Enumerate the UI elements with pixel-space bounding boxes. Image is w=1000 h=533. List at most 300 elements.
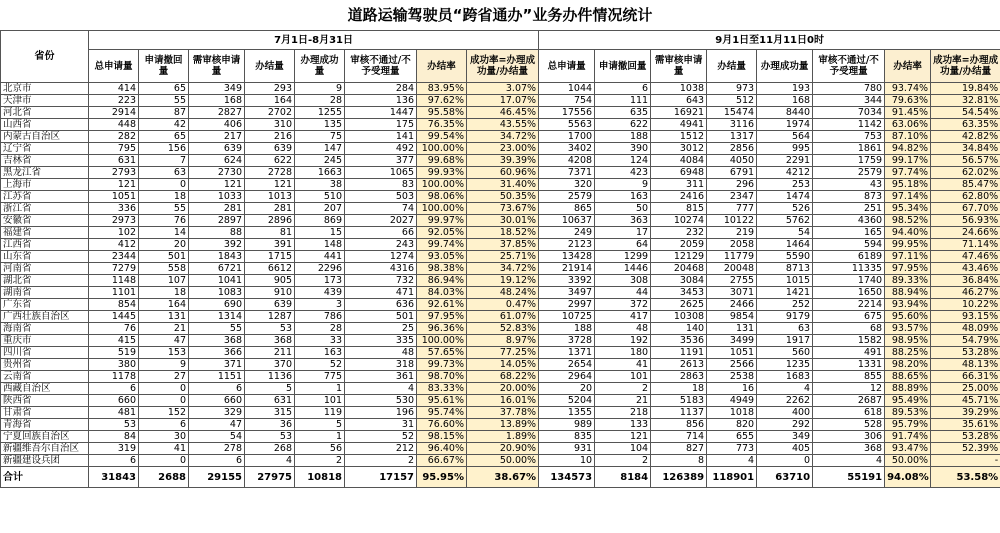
table-cell: 30.01% — [467, 215, 539, 227]
table-cell: 1178 — [89, 371, 139, 383]
table-cell: 308 — [595, 275, 651, 287]
table-cell: 63.35% — [931, 119, 1000, 131]
table-cell: 0.47% — [467, 299, 539, 311]
table-cell: 2347 — [707, 191, 757, 203]
table-cell: 1018 — [707, 407, 757, 419]
table-cell: 16 — [707, 383, 757, 395]
table-cell: 173 — [295, 275, 345, 287]
table-cell: 371 — [189, 359, 245, 371]
table-row — [1, 419, 1000, 431]
table-cell: 95.60% — [885, 311, 931, 323]
table-cell: 1299 — [595, 251, 651, 263]
table-cell: 52.39% — [931, 443, 1000, 455]
table-cell: 53.58% — [931, 467, 1000, 488]
table-cell: 624 — [189, 155, 245, 167]
table-cell: 0 — [757, 455, 813, 467]
table-cell: 631 — [89, 155, 139, 167]
table-cell: 131 — [707, 323, 757, 335]
table-cell: 5 — [295, 419, 345, 431]
table-cell: 94.08% — [885, 467, 931, 488]
table-cell: 74 — [345, 203, 417, 215]
table-cell: 62.80% — [931, 191, 1000, 203]
table-cell: 3497 — [539, 287, 595, 299]
table-cell: 6791 — [707, 167, 757, 179]
table-cell: 196 — [345, 407, 417, 419]
table-cell: 8440 — [757, 107, 813, 119]
table-cell: 2059 — [651, 239, 707, 251]
table-cell: 95.58% — [417, 107, 467, 119]
table-cell: 188 — [539, 323, 595, 335]
table-cell: 10 — [539, 455, 595, 467]
table-cell: 564 — [757, 131, 813, 143]
table-cell: 2262 — [757, 395, 813, 407]
province-cell: 江西省 — [1, 239, 89, 251]
table-cell: 95.79% — [885, 419, 931, 431]
table-cell: 98.15% — [417, 431, 467, 443]
table-cell: 6 — [595, 83, 651, 95]
table-cell: 124 — [595, 155, 651, 167]
table-cell: 5762 — [757, 215, 813, 227]
table-cell: 93.05% — [417, 251, 467, 263]
table-cell: 96.40% — [417, 443, 467, 455]
table-cell: 3116 — [707, 119, 757, 131]
table-row — [1, 251, 1000, 263]
table-cell: 278 — [189, 443, 245, 455]
province-cell: 安徽省 — [1, 215, 89, 227]
table-cell: 377 — [345, 155, 417, 167]
table-cell: 34.72% — [467, 131, 539, 143]
table-cell: 344 — [813, 95, 885, 107]
table-cell: 111 — [595, 95, 651, 107]
column-header: 办理成功量 — [295, 50, 345, 83]
table-cell: 1314 — [189, 311, 245, 323]
table-cell: 732 — [345, 275, 417, 287]
table-cell: 76.35% — [417, 119, 467, 131]
table-cell: 406 — [189, 119, 245, 131]
table-cell: 223 — [89, 95, 139, 107]
province-cell: 北京市 — [1, 83, 89, 95]
province-cell: 陕西省 — [1, 395, 89, 407]
table-cell: 1191 — [651, 347, 707, 359]
table-cell: 1683 — [757, 371, 813, 383]
table-cell: 366 — [189, 347, 245, 359]
province-cell: 青海省 — [1, 419, 89, 431]
table-cell: 319 — [89, 443, 139, 455]
table-cell: 46.27% — [931, 287, 1000, 299]
table-cell: 48 — [595, 323, 651, 335]
table-cell: 284 — [345, 83, 417, 95]
table-cell: 4 — [345, 383, 417, 395]
table-cell: 3084 — [651, 275, 707, 287]
table-cell: 1065 — [345, 167, 417, 179]
table-cell: 66 — [345, 227, 417, 239]
table-cell: 1.89% — [467, 431, 539, 443]
table-cell: 775 — [295, 371, 345, 383]
column-header: 审核不通过/不予受理量 — [345, 50, 417, 83]
table-cell: 52 — [345, 431, 417, 443]
table-cell: 100.00% — [417, 143, 467, 155]
province-cell: 黑龙江省 — [1, 167, 89, 179]
table-cell: 1083 — [189, 287, 245, 299]
table-cell: 37.85% — [467, 239, 539, 251]
table-cell: 1255 — [295, 107, 345, 119]
table-cell: 21914 — [539, 263, 595, 275]
table-cell: 391 — [245, 239, 295, 251]
table-cell: 2 — [595, 455, 651, 467]
table-cell: 3392 — [539, 275, 595, 287]
table-cell: 3728 — [539, 335, 595, 347]
table-cell: 1 — [295, 431, 345, 443]
table-cell: 17.07% — [467, 95, 539, 107]
table-cell: 97.95% — [885, 263, 931, 275]
table-cell: 66.31% — [931, 371, 1000, 383]
table-cell: 56.93% — [931, 215, 1000, 227]
table-cell: 1663 — [295, 167, 345, 179]
table-cell: 306 — [813, 431, 885, 443]
table-cell: 2687 — [813, 395, 885, 407]
table-cell: 88.65% — [885, 371, 931, 383]
table-cell: 60.96% — [467, 167, 539, 179]
column-header: 办结率 — [885, 50, 931, 83]
table-cell: 136 — [345, 95, 417, 107]
province-cell: 新疆建设兵团 — [1, 455, 89, 467]
table-cell: 165 — [813, 227, 885, 239]
table-cell: 133 — [595, 419, 651, 431]
table-row — [1, 299, 1000, 311]
table-cell: 423 — [595, 167, 651, 179]
table-cell: 68 — [813, 323, 885, 335]
table-cell: 10637 — [539, 215, 595, 227]
table-row — [1, 335, 1000, 347]
table-cell: 18 — [139, 287, 189, 299]
table-cell: 1843 — [189, 251, 245, 263]
table-cell: 675 — [813, 311, 885, 323]
table-cell: 83.95% — [417, 83, 467, 95]
table-cell: 6 — [89, 455, 139, 467]
table-cell: 20468 — [651, 263, 707, 275]
table-cell: 89.53% — [885, 407, 931, 419]
table-cell: 1474 — [757, 191, 813, 203]
province-cell: 天津市 — [1, 95, 89, 107]
table-cell: 2755 — [707, 275, 757, 287]
table-cell: 4949 — [707, 395, 757, 407]
table-cell: 28 — [295, 323, 345, 335]
column-header: 总申请量 — [89, 50, 139, 83]
column-header: 申请撤回量 — [595, 50, 651, 83]
table-cell: 101 — [595, 371, 651, 383]
table-cell: 293 — [245, 83, 295, 95]
table-cell: 336 — [89, 203, 139, 215]
table-cell: 17 — [595, 227, 651, 239]
table-cell: 41 — [139, 443, 189, 455]
table-cell: 94.40% — [885, 227, 931, 239]
table-cell: 107 — [139, 275, 189, 287]
table-row — [1, 431, 1000, 443]
table-cell: 1137 — [651, 407, 707, 419]
table-cell: 119 — [295, 407, 345, 419]
table-cell: 9179 — [757, 311, 813, 323]
province-cell: 上海市 — [1, 179, 89, 191]
table-cell: 4212 — [757, 167, 813, 179]
table-cell: 88.89% — [885, 383, 931, 395]
table-cell: 15 — [295, 227, 345, 239]
province-cell: 甘肃省 — [1, 407, 89, 419]
province-cell: 河南省 — [1, 263, 89, 275]
table-cell: 11335 — [813, 263, 885, 275]
table-cell: 856 — [651, 419, 707, 431]
table-cell: 2466 — [707, 299, 757, 311]
table-cell: 100.00% — [417, 179, 467, 191]
table-cell: 5563 — [539, 119, 595, 131]
table-cell: 38 — [295, 179, 345, 191]
table-cell: 62.02% — [931, 167, 1000, 179]
table-row — [1, 347, 1000, 359]
table-cell: 2566 — [707, 359, 757, 371]
table-cell: 43.55% — [467, 119, 539, 131]
table-cell: 232 — [651, 227, 707, 239]
table-cell: 2416 — [651, 191, 707, 203]
table-cell: 47 — [139, 335, 189, 347]
table-cell: 96.36% — [417, 323, 467, 335]
table-cell: 73.67% — [467, 203, 539, 215]
table-cell: 92.61% — [417, 299, 467, 311]
table-cell: 98.70% — [417, 371, 467, 383]
table-cell: 102 — [89, 227, 139, 239]
table-cell: 631 — [245, 395, 295, 407]
table-cell: 6 — [189, 383, 245, 395]
table-cell: 1421 — [757, 287, 813, 299]
province-cell: 浙江省 — [1, 203, 89, 215]
table-cell: 1287 — [245, 311, 295, 323]
table-cell: 55 — [139, 203, 189, 215]
table-cell: 780 — [813, 83, 885, 95]
table-cell: 995 — [757, 143, 813, 155]
table-cell: 471 — [345, 287, 417, 299]
table-cell: 372 — [595, 299, 651, 311]
table-cell: 54.79% — [931, 335, 1000, 347]
table-row — [1, 203, 1000, 215]
table-cell: 6721 — [189, 263, 245, 275]
table-cell: 1447 — [345, 107, 417, 119]
table-cell: 63 — [757, 323, 813, 335]
table-cell: 0 — [139, 455, 189, 467]
table-cell: 4208 — [539, 155, 595, 167]
table-cell: 9 — [295, 83, 345, 95]
province-cell: 宁夏回族自治区 — [1, 431, 89, 443]
province-cell: 吉林省 — [1, 155, 89, 167]
table-cell: 2793 — [89, 167, 139, 179]
table-cell: 4316 — [345, 263, 417, 275]
table-cell: 869 — [295, 215, 345, 227]
table-cell: 83 — [345, 179, 417, 191]
table-cell: 905 — [245, 275, 295, 287]
table-cell: 245 — [295, 155, 345, 167]
table-cell: 92.05% — [417, 227, 467, 239]
table-cell: 63 — [139, 167, 189, 179]
table-cell: 211 — [245, 347, 295, 359]
table-row — [1, 215, 1000, 227]
province-cell: 云南省 — [1, 371, 89, 383]
table-row — [1, 131, 1000, 143]
table-cell: 243 — [345, 239, 417, 251]
table-cell: 89.33% — [885, 275, 931, 287]
table-cell: 296 — [707, 179, 757, 191]
table-cell: 84 — [89, 431, 139, 443]
table-row — [1, 407, 1000, 419]
table-cell: 28 — [295, 95, 345, 107]
table-cell: 19.84% — [931, 83, 1000, 95]
table-cell: 14.05% — [467, 359, 539, 371]
table-cell: 99.95% — [885, 239, 931, 251]
table-cell: 98.52% — [885, 215, 931, 227]
table-cell: 415 — [89, 335, 139, 347]
table-cell: 2214 — [813, 299, 885, 311]
table-cell: 405 — [757, 443, 813, 455]
table-cell: 98.95% — [885, 335, 931, 347]
table-cell: 218 — [595, 407, 651, 419]
table-cell: 68.22% — [467, 371, 539, 383]
table-cell: 690 — [189, 299, 245, 311]
table-cell: 1033 — [189, 191, 245, 203]
table-cell: 135 — [295, 119, 345, 131]
table-cell: 491 — [813, 347, 885, 359]
table-cell: 335 — [345, 335, 417, 347]
table-cell: 79.63% — [885, 95, 931, 107]
table-cell: 349 — [757, 431, 813, 443]
table-cell: 86.94% — [417, 275, 467, 287]
table-cell: 390 — [595, 143, 651, 155]
table-cell: 2728 — [245, 167, 295, 179]
table-row — [1, 275, 1000, 287]
table-cell: 1445 — [89, 311, 139, 323]
table-cell: 282 — [89, 131, 139, 143]
table-cell: 99.54% — [417, 131, 467, 143]
table-cell: 639 — [245, 299, 295, 311]
table-cell: 1051 — [707, 347, 757, 359]
table-cell: 0 — [139, 179, 189, 191]
table-cell: 6612 — [245, 263, 295, 275]
table-cell: 4084 — [651, 155, 707, 167]
table-cell: 10.22% — [931, 299, 1000, 311]
table-cell: 99.17% — [885, 155, 931, 167]
table-cell: 83.33% — [417, 383, 467, 395]
table-cell: 3499 — [707, 335, 757, 347]
table-cell: 865 — [539, 203, 595, 215]
table-cell: 134573 — [539, 467, 595, 488]
table-cell: 21 — [595, 395, 651, 407]
table-cell: 32.81% — [931, 95, 1000, 107]
table-cell: 3071 — [707, 287, 757, 299]
table-cell: 1464 — [757, 239, 813, 251]
table-cell: 2 — [595, 383, 651, 395]
table-cell: 95.61% — [417, 395, 467, 407]
table-cell: 63710 — [757, 467, 813, 488]
table-cell: 65 — [139, 131, 189, 143]
table-cell: 47 — [189, 419, 245, 431]
table-cell: 528 — [813, 419, 885, 431]
table-cell: 417 — [595, 311, 651, 323]
table-cell: 2827 — [189, 107, 245, 119]
table-cell: 0 — [139, 395, 189, 407]
table-cell: 56.57% — [931, 155, 1000, 167]
table-cell: 643 — [651, 95, 707, 107]
table-cell: 311 — [651, 179, 707, 191]
table-cell: 370 — [245, 359, 295, 371]
column-header: 办结量 — [245, 50, 295, 83]
table-cell: 207 — [295, 203, 345, 215]
table-cell: 361 — [345, 371, 417, 383]
table-cell: 216 — [245, 131, 295, 143]
table-cell: 815 — [651, 203, 707, 215]
table-cell: 100.00% — [417, 335, 467, 347]
table-cell: 8184 — [595, 467, 651, 488]
table-cell: 95.34% — [885, 203, 931, 215]
province-cell: 西藏自治区 — [1, 383, 89, 395]
table-cell: 163 — [295, 347, 345, 359]
table-row — [1, 83, 1000, 95]
table-cell: 192 — [595, 335, 651, 347]
table-cell: 164 — [245, 95, 295, 107]
table-cell: 855 — [813, 371, 885, 383]
table-cell: 412 — [89, 239, 139, 251]
table-row — [1, 395, 1000, 407]
table-cell: 392 — [189, 239, 245, 251]
table-cell: 54 — [757, 227, 813, 239]
table-cell: 43 — [813, 179, 885, 191]
table-cell: 118901 — [707, 467, 757, 488]
table-cell: 1044 — [539, 83, 595, 95]
table-cell: 4050 — [707, 155, 757, 167]
table-cell: 131 — [139, 311, 189, 323]
table-cell: 50.00% — [885, 455, 931, 467]
table-cell: 121 — [89, 179, 139, 191]
table-cell: 1974 — [757, 119, 813, 131]
table-cell: 492 — [345, 143, 417, 155]
table-cell: 4360 — [813, 215, 885, 227]
table-cell: 320 — [539, 179, 595, 191]
province-cell: 新疆维吾尔自治区 — [1, 443, 89, 455]
table-cell: 989 — [539, 419, 595, 431]
table-cell: 1512 — [651, 131, 707, 143]
province-cell: 福建省 — [1, 227, 89, 239]
table-cell: 1 — [295, 383, 345, 395]
table-cell: 84.03% — [417, 287, 467, 299]
table-cell: 64 — [595, 239, 651, 251]
table-row — [1, 95, 1000, 107]
province-cell: 辽宁省 — [1, 143, 89, 155]
table-row — [1, 167, 1000, 179]
table-cell: 42.82% — [931, 131, 1000, 143]
table-cell: 31.40% — [467, 179, 539, 191]
table-cell: 10274 — [651, 215, 707, 227]
table-cell: 1331 — [813, 359, 885, 371]
table-cell: 1151 — [189, 371, 245, 383]
table-cell: 753 — [813, 131, 885, 143]
table-cell: 1038 — [651, 83, 707, 95]
table-cell: 501 — [345, 311, 417, 323]
table-cell: 99.73% — [417, 359, 467, 371]
table-cell: 2997 — [539, 299, 595, 311]
table-cell: 2863 — [651, 371, 707, 383]
table-row — [1, 287, 1000, 299]
period2-header: 9月1日至11月11日0时 — [539, 31, 1000, 50]
table-cell: 15474 — [707, 107, 757, 119]
table-cell: 512 — [707, 95, 757, 107]
table-cell: 156 — [139, 143, 189, 155]
table-cell: 2702 — [245, 107, 295, 119]
table-cell: 53 — [245, 431, 295, 443]
table-cell: 93.74% — [885, 83, 931, 95]
